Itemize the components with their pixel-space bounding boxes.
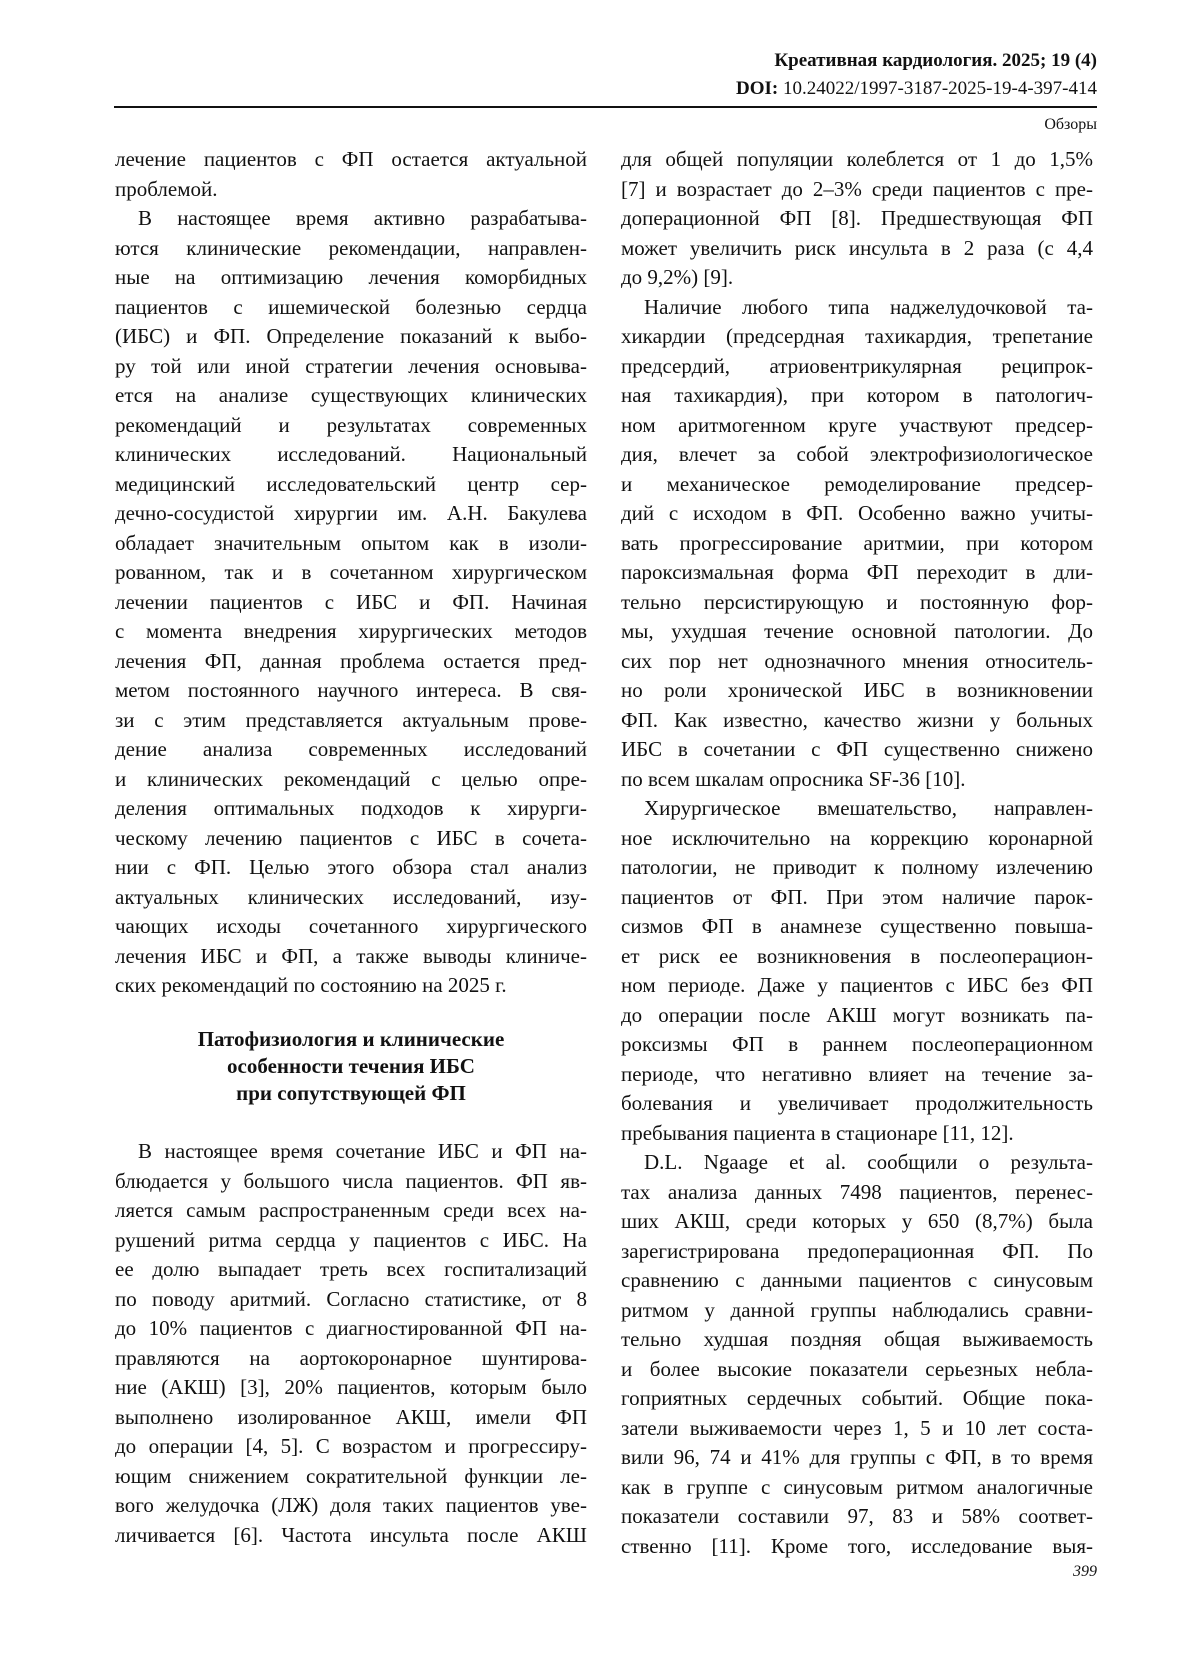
page-number: 399 bbox=[1073, 1563, 1097, 1581]
text-line: дение анализа современных исследований bbox=[115, 735, 587, 765]
text-line: пациентов от ФП. При этом наличие парок- bbox=[621, 883, 1093, 913]
text-line: правляются на аортокоронарное шунтирова- bbox=[115, 1344, 587, 1374]
section-heading bbox=[115, 1026, 587, 1107]
text-line: пребывания пациента в стационаре [11, 12]. bbox=[621, 1119, 1093, 1149]
text-line: личивается [6]. Частота инсульта после АКШ bbox=[115, 1521, 587, 1551]
text-line: с момента внедрения хирургических методов bbox=[115, 617, 587, 647]
left-column-continued bbox=[115, 1137, 587, 1550]
text-line: доперационной ФП [8]. Предшествующая ФП bbox=[621, 204, 1093, 234]
text-line: актуальных клинических исследований, изу- bbox=[115, 883, 587, 913]
text-line: может увеличить риск инсульта в 2 раза (с 4,4 bbox=[621, 234, 1093, 264]
heading-line: особенности течения ИБС bbox=[115, 1053, 587, 1080]
text-line: по поводу аритмий. Согласно статистике, от 8 bbox=[115, 1285, 587, 1315]
text-line: ческому лечению пациентов с ИБС в сочета- bbox=[115, 824, 587, 854]
text-line: ет риск ее возникновения в послеоперацион- bbox=[621, 942, 1093, 972]
text-line: дия, влечет за собой электрофизиологическое bbox=[621, 440, 1093, 470]
text-line: тах анализа данных 7498 пациентов, перенес- bbox=[621, 1178, 1093, 1208]
paragraph bbox=[115, 145, 587, 204]
paragraph bbox=[115, 1137, 587, 1550]
heading-line: при сопутствующей ФП bbox=[115, 1080, 587, 1107]
text-line: дечно-сосудистой хирургии им. А.Н. Бакулева bbox=[115, 499, 587, 529]
text-line: В настоящее время активно разрабатыва- bbox=[115, 204, 587, 234]
text-line: блюдается у большого числа пациентов. ФП яв- bbox=[115, 1167, 587, 1197]
text-line: хикардии (предсердная тахикардия, трепетание bbox=[621, 322, 1093, 352]
text-line: показатели составили 97, 83 и 58% соответ- bbox=[621, 1502, 1093, 1532]
text-line: рекомендаций и результатах современных bbox=[115, 411, 587, 441]
text-line: для общей популяции колеблется от 1 до 1,5% bbox=[621, 145, 1093, 175]
text-line: [7] и возрастает до 2–3% среди пациентов с пре- bbox=[621, 175, 1093, 205]
text-line: вого желудочка (ЛЖ) доля таких пациентов уве- bbox=[115, 1491, 587, 1521]
text-line: болевания и увеличивает продолжительность bbox=[621, 1089, 1093, 1119]
text-line: ются клинические рекомендации, направлен- bbox=[115, 234, 587, 264]
text-line: медицинский исследовательский центр сер- bbox=[115, 470, 587, 500]
doi bbox=[736, 78, 1097, 100]
text-line: чающих исходы сочетанного хирургического bbox=[115, 912, 587, 942]
text-line: пароксизмальная форма ФП переходит в дли- bbox=[621, 558, 1093, 588]
text-line: (ИБС) и ФП. Определение показаний к выбо- bbox=[115, 322, 587, 352]
text-line: обладает значительным опытом как в изоли- bbox=[115, 529, 587, 559]
text-line: ских рекомендаций по состоянию на 2025 г. bbox=[115, 971, 587, 1001]
text-line: роксизмы ФП в раннем послеоперационном bbox=[621, 1030, 1093, 1060]
text-line: проблемой. bbox=[115, 175, 587, 205]
text-line: предсердий, атриовентрикулярная реципрок- bbox=[621, 352, 1093, 382]
text-line: ших АКШ, среди которых у 650 (8,7%) была bbox=[621, 1207, 1093, 1237]
text-line: патологии, не приводит к полному излечению bbox=[621, 853, 1093, 883]
paragraph bbox=[621, 145, 1093, 293]
text-line: но роли хронической ИБС в возникновении bbox=[621, 676, 1093, 706]
paragraph bbox=[621, 293, 1093, 795]
text-line: клинических исследований. Национальный bbox=[115, 440, 587, 470]
text-line: дий с исходом в ФП. Особенно важно учиты- bbox=[621, 499, 1093, 529]
paragraph bbox=[115, 204, 587, 1001]
paragraph bbox=[621, 794, 1093, 1148]
text-line: вили 96, 74 и 41% для группы с ФП, в то время bbox=[621, 1443, 1093, 1473]
text-line: тельно персистирующую и постоянную фор- bbox=[621, 588, 1093, 618]
text-line: ритмом у данной группы наблюдались сравни- bbox=[621, 1296, 1093, 1326]
text-line: до операции после АКШ могут возникать па- bbox=[621, 1001, 1093, 1031]
text-line: вать прогрессирование аритмии, при котором bbox=[621, 529, 1093, 559]
paragraph bbox=[621, 1148, 1093, 1561]
heading-line: Патофизиология и клинические bbox=[115, 1026, 587, 1053]
header-rule bbox=[114, 106, 1097, 108]
text-line: рушений ритма сердца у пациентов с ИБС. На bbox=[115, 1226, 587, 1256]
text-line: ние (АКШ) [3], 20% пациентов, которым было bbox=[115, 1373, 587, 1403]
text-line: и механическое ремоделирование предсер- bbox=[621, 470, 1093, 500]
text-line: ется на анализе существующих клинических bbox=[115, 381, 587, 411]
text-line: зарегистрирована предоперационная ФП. По bbox=[621, 1237, 1093, 1267]
journal-title: Креативная кардиология. 2025; 19 (4) bbox=[774, 50, 1097, 72]
text-line: лечение пациентов с ФП остается актуальной bbox=[115, 145, 587, 175]
text-line: Хирургическое вмешательство, направлен- bbox=[621, 794, 1093, 824]
text-line: ее долю выпадает треть всех госпитализаций bbox=[115, 1255, 587, 1285]
text-line: и клинических рекомендаций с целью опре- bbox=[115, 765, 587, 795]
text-line: деления оптимальных подходов к хирурги- bbox=[115, 794, 587, 824]
text-line: В настоящее время сочетание ИБС и ФП на- bbox=[115, 1137, 587, 1167]
text-line: ные на оптимизацию лечения коморбидных bbox=[115, 263, 587, 293]
text-line: ру той или иной стратегии лечения основыва- bbox=[115, 352, 587, 382]
text-line: лечения ФП, данная проблема остается пред- bbox=[115, 647, 587, 677]
text-line: лечения ИБС и ФП, а также выводы клиниче- bbox=[115, 942, 587, 972]
section-label: Обзоры bbox=[1044, 116, 1097, 134]
text-line: сих пор нет однозначного мнения относитель- bbox=[621, 647, 1093, 677]
text-line: Наличие любого типа наджелудочковой та- bbox=[621, 293, 1093, 323]
left-column bbox=[115, 145, 587, 1001]
text-line: до операции [4, 5]. С возрастом и прогрессиру- bbox=[115, 1432, 587, 1462]
text-line: сизмов ФП в анамнезе существенно повыша- bbox=[621, 912, 1093, 942]
text-line: тельно худшая поздняя общая выживаемость bbox=[621, 1325, 1093, 1355]
doi-value: 10.24022/1997-3187-2025-19-4-397-414 bbox=[778, 78, 1097, 99]
text-line: ственно [11]. Кроме того, исследование выя- bbox=[621, 1532, 1093, 1562]
text-line: ном периоде. Даже у пациентов с ИБС без ФП bbox=[621, 971, 1093, 1001]
text-line: зи с этим представляется актуальным прове- bbox=[115, 706, 587, 736]
text-line: ное исключительно на коррекцию коронарной bbox=[621, 824, 1093, 854]
text-line: мы, ухудшая течение основной патологии. До bbox=[621, 617, 1093, 647]
text-line: пациентов с ишемической болезнью сердца bbox=[115, 293, 587, 323]
text-line: выполнено изолированное АКШ, имели ФП bbox=[115, 1403, 587, 1433]
text-line: до 9,2%) [9]. bbox=[621, 263, 1093, 293]
text-line: ИБС в сочетании с ФП существенно снижено bbox=[621, 735, 1093, 765]
text-line: лечении пациентов с ИБС и ФП. Начиная bbox=[115, 588, 587, 618]
doi-label: DOI: bbox=[736, 78, 778, 99]
text-line: по всем шкалам опросника SF-36 [10]. bbox=[621, 765, 1093, 795]
text-line: гоприятных сердечных событий. Общие пока- bbox=[621, 1384, 1093, 1414]
text-line: периоде, что негативно влияет на течение за- bbox=[621, 1060, 1093, 1090]
text-line: как в группе с синусовым ритмом аналогичные bbox=[621, 1473, 1093, 1503]
text-line: D.L. Ngaage et al. сообщили о результа- bbox=[621, 1148, 1093, 1178]
text-line: ном аритмогенном круге участвуют предсер- bbox=[621, 411, 1093, 441]
text-line: ющим снижением сократительной функции ле- bbox=[115, 1462, 587, 1492]
text-line: ФП. Как известно, качество жизни у больных bbox=[621, 706, 1093, 736]
text-line: и более высокие показатели серьезных небла- bbox=[621, 1355, 1093, 1385]
text-line: ляется самым распространенным среди всех на- bbox=[115, 1196, 587, 1226]
text-line: до 10% пациентов с диагностированной ФП на- bbox=[115, 1314, 587, 1344]
text-line: метом постоянного научного интереса. В свя- bbox=[115, 676, 587, 706]
text-line: ная тахикардия), при котором в патологич- bbox=[621, 381, 1093, 411]
text-line: сравнению с данными пациентов с синусовым bbox=[621, 1266, 1093, 1296]
text-line: нии с ФП. Целью этого обзора стал анализ bbox=[115, 853, 587, 883]
right-column bbox=[621, 145, 1093, 1561]
text-line: рованном, так и в сочетанном хирургическом bbox=[115, 558, 587, 588]
text-line: затели выживаемости через 1, 5 и 10 лет соста- bbox=[621, 1414, 1093, 1444]
